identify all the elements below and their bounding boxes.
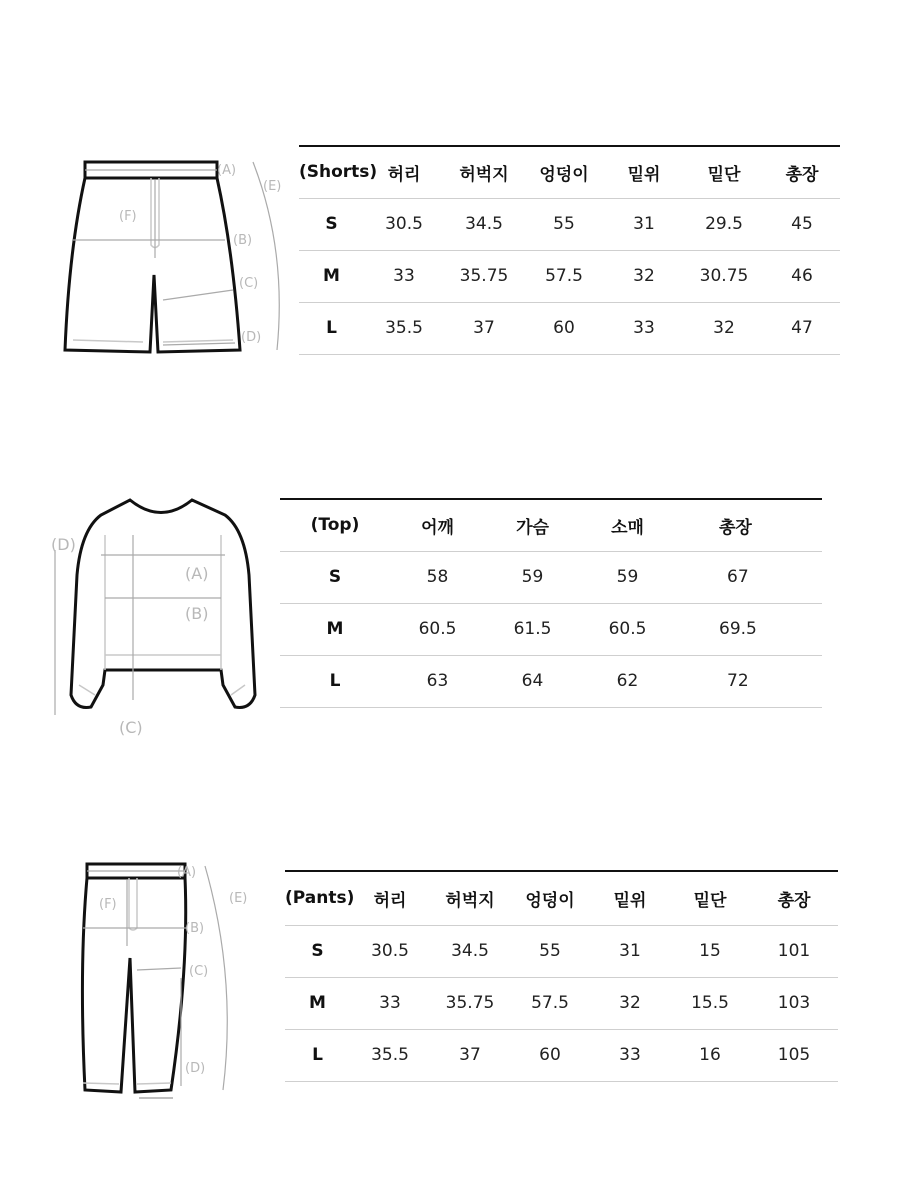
table-cell: 55 <box>510 925 590 977</box>
table-cell: 35.5 <box>364 302 444 354</box>
top-illustration <box>45 495 275 737</box>
pants-col-header: 밑단 <box>670 871 750 925</box>
table-row <box>285 925 838 977</box>
label-c: (C) <box>239 276 259 291</box>
shorts-col-header: 허벅지 <box>444 146 524 198</box>
shorts-size-table <box>299 145 840 355</box>
table-row <box>285 1029 838 1081</box>
size-label: S <box>280 551 390 603</box>
table-row <box>285 977 838 1029</box>
table-cell: 46 <box>764 250 840 302</box>
table-cell: 101 <box>750 925 838 977</box>
table-cell: 32 <box>684 302 764 354</box>
top-corner-label: (Top) <box>280 499 390 551</box>
table-row <box>280 603 822 655</box>
pants-header-row <box>285 871 838 925</box>
shorts-col-header: 밑단 <box>684 146 764 198</box>
label-e: (E) <box>263 179 282 194</box>
table-cell: 35.75 <box>430 977 510 1029</box>
pants-col-header: 밑위 <box>590 871 670 925</box>
table-cell: 61.5 <box>485 603 580 655</box>
top-size-table <box>280 498 822 708</box>
table-cell: 33 <box>590 1029 670 1081</box>
pants-section <box>0 840 900 1120</box>
pants-col-header: 총장 <box>750 871 838 925</box>
label-e: (E) <box>229 891 248 906</box>
table-cell: 58 <box>390 551 485 603</box>
table-cell: 57.5 <box>510 977 590 1029</box>
table-row <box>280 551 822 603</box>
shorts-header-row <box>299 146 840 198</box>
table-row <box>299 198 840 250</box>
label-f: (F) <box>99 897 117 912</box>
shorts-illustration <box>55 150 295 360</box>
size-label: L <box>299 302 364 354</box>
size-label: L <box>285 1029 350 1081</box>
table-cell: 16 <box>670 1029 750 1081</box>
table-cell: 15.5 <box>670 977 750 1029</box>
table-cell: 34.5 <box>444 198 524 250</box>
table-cell: 69.5 <box>675 603 822 655</box>
shorts-section <box>0 0 900 400</box>
table-cell: 30.75 <box>684 250 764 302</box>
table-cell: 59 <box>485 551 580 603</box>
table-cell: 31 <box>604 198 684 250</box>
pants-col-header: 엉덩이 <box>510 871 590 925</box>
label-d: (D) <box>185 1061 206 1076</box>
table-cell: 37 <box>430 1029 510 1081</box>
table-cell: 31 <box>590 925 670 977</box>
label-b: (B) <box>185 921 205 936</box>
top-header-row <box>280 499 822 551</box>
table-cell: 105 <box>750 1029 838 1081</box>
table-cell: 29.5 <box>684 198 764 250</box>
table-cell: 60 <box>524 302 604 354</box>
table-cell: 55 <box>524 198 604 250</box>
table-cell: 103 <box>750 977 838 1029</box>
label-c: (C) <box>189 964 209 979</box>
shorts-col-header: 밑위 <box>604 146 684 198</box>
shorts-col-header: 허리 <box>364 146 444 198</box>
top-section <box>0 480 900 760</box>
table-cell: 59 <box>580 551 675 603</box>
pants-size-table <box>285 870 838 1082</box>
table-cell: 64 <box>485 655 580 707</box>
table-cell: 37 <box>444 302 524 354</box>
table-cell: 45 <box>764 198 840 250</box>
table-cell: 30.5 <box>350 925 430 977</box>
table-cell: 32 <box>604 250 684 302</box>
label-a: (A) <box>177 865 197 880</box>
pants-corner-label: (Pants) <box>285 871 350 925</box>
table-cell: 33 <box>350 977 430 1029</box>
size-label: M <box>285 977 350 1029</box>
top-col-header: 가슴 <box>485 499 580 551</box>
table-cell: 72 <box>675 655 822 707</box>
table-cell: 34.5 <box>430 925 510 977</box>
table-row <box>299 250 840 302</box>
top-col-header: 소매 <box>580 499 675 551</box>
pants-illustration <box>75 858 275 1108</box>
size-label: M <box>299 250 364 302</box>
label-b: (B) <box>233 233 253 248</box>
top-col-header: 총장 <box>675 499 822 551</box>
top-col-header: 어깨 <box>390 499 485 551</box>
table-cell: 62 <box>580 655 675 707</box>
table-cell: 60 <box>510 1029 590 1081</box>
table-cell: 60.5 <box>390 603 485 655</box>
table-cell: 47 <box>764 302 840 354</box>
table-cell: 35.5 <box>350 1029 430 1081</box>
table-cell: 63 <box>390 655 485 707</box>
table-cell: 33 <box>604 302 684 354</box>
pants-col-header: 허리 <box>350 871 430 925</box>
label-b: (B) <box>185 604 209 623</box>
table-row <box>280 655 822 707</box>
label-d: (D) <box>51 535 76 554</box>
label-d: (D) <box>241 330 262 345</box>
table-cell: 60.5 <box>580 603 675 655</box>
shorts-corner-label: (Shorts) <box>299 146 364 198</box>
table-cell: 57.5 <box>524 250 604 302</box>
shorts-col-header: 엉덩이 <box>524 146 604 198</box>
label-a: (A) <box>185 564 209 583</box>
size-label: L <box>280 655 390 707</box>
table-cell: 15 <box>670 925 750 977</box>
size-label: S <box>299 198 364 250</box>
table-cell: 32 <box>590 977 670 1029</box>
table-cell: 67 <box>675 551 822 603</box>
table-cell: 30.5 <box>364 198 444 250</box>
table-cell: 35.75 <box>444 250 524 302</box>
table-cell: 33 <box>364 250 444 302</box>
label-f: (F) <box>119 209 137 224</box>
table-row <box>299 302 840 354</box>
pants-col-header: 허벅지 <box>430 871 510 925</box>
label-c: (C) <box>119 718 143 737</box>
size-label: S <box>285 925 350 977</box>
label-a: (A) <box>217 163 237 178</box>
shorts-col-header: 총장 <box>764 146 840 198</box>
size-label: M <box>280 603 390 655</box>
